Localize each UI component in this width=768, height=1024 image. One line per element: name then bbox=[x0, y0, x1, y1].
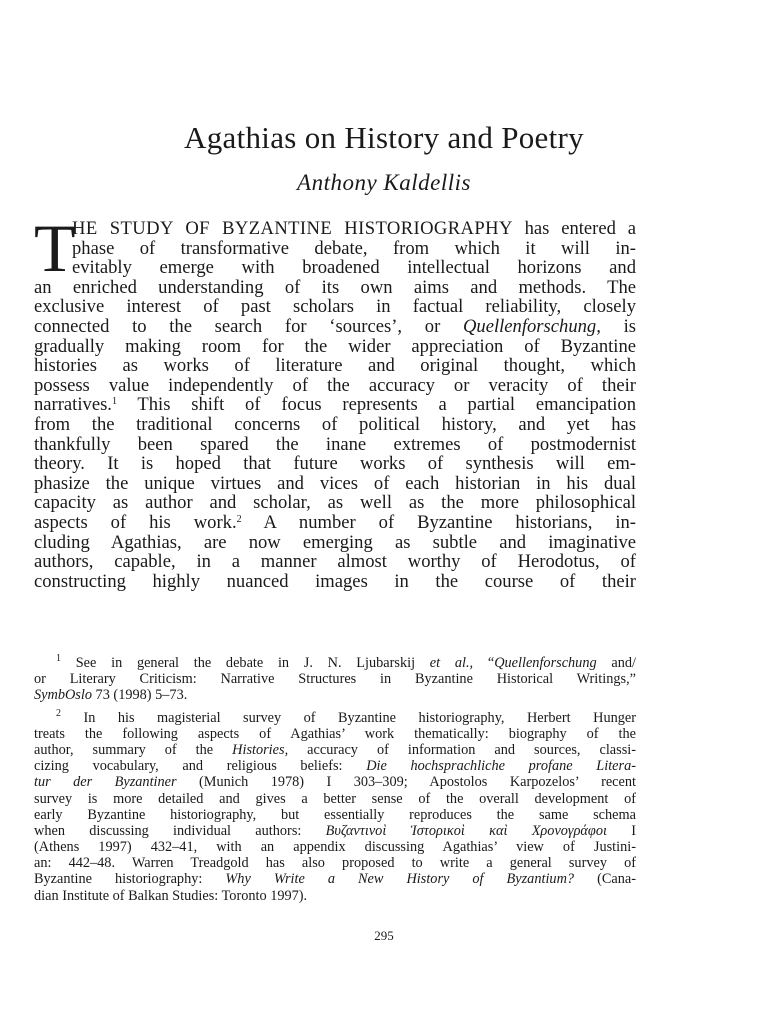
footnote-text: I bbox=[606, 822, 636, 839]
body-line bbox=[34, 552, 636, 572]
italic-text: tur der Byzantiner bbox=[34, 774, 177, 791]
footnote-text: early Byzantine historiography, but essentially reproduces the same schema bbox=[34, 806, 636, 823]
drop-cap: T bbox=[34, 210, 76, 286]
body-line bbox=[34, 513, 636, 533]
line-text: authors, capable, in a manner almost worthy of Herodotus, of bbox=[34, 551, 636, 573]
line-text: phasize the unique virtues and vices of each historian in his dual bbox=[34, 472, 636, 494]
footnote-text: treats the following aspects of Agathias’ work thematically: biography of the bbox=[34, 725, 636, 742]
footnote-ref: 2 bbox=[236, 513, 242, 525]
footnote-text: Byzantine historiography: bbox=[34, 871, 226, 888]
footnote-line bbox=[34, 671, 636, 687]
footnote-line bbox=[34, 687, 636, 703]
article-author: Anthony Kaldellis bbox=[297, 170, 471, 195]
line-text: gradually making room for the wider appreciation of Byzantine bbox=[34, 335, 636, 357]
footnote-text: accuracy of information and sources, classi- bbox=[288, 741, 636, 758]
body-line bbox=[34, 297, 636, 317]
footnote-line bbox=[34, 707, 636, 726]
body-line bbox=[34, 356, 636, 376]
line-text: an enriched understanding of its own aims and methods. The bbox=[34, 276, 636, 298]
italic-text: Quellenforschung bbox=[494, 655, 597, 671]
line-text: constructing highly nuanced images in the course of their bbox=[34, 570, 636, 592]
page-number: 295 bbox=[374, 928, 394, 943]
footnote-text: (Athens 1997) 432–41, with an appendix discussing Agathias’ view of Justini- bbox=[34, 839, 636, 856]
body-line bbox=[34, 395, 636, 415]
footnote-text: dian Institute of Balkan Studies: Toronto 1997). bbox=[34, 887, 308, 904]
body-line bbox=[34, 376, 636, 396]
body-line bbox=[34, 493, 636, 513]
line-text: capacity as author and scholar, as well as the more philosophical bbox=[34, 492, 636, 514]
footnote-line bbox=[34, 823, 636, 839]
line-text: theory. It is hoped that future works of synthesis will em- bbox=[34, 453, 636, 475]
footnote-line bbox=[34, 871, 636, 887]
body-line bbox=[34, 317, 636, 337]
body-line bbox=[34, 239, 636, 259]
line-text: A number of Byzantine historians, in- bbox=[241, 511, 636, 533]
footnote-line bbox=[34, 791, 636, 807]
footnote-text: an: 442–48. Warren Treadgold has also proposed to write a general survey of bbox=[34, 855, 636, 872]
footnote-text: when discussing individual authors: bbox=[34, 822, 326, 839]
small-caps-text: HE STUDY OF BYZANTINE HISTORIOGRAPHY bbox=[72, 218, 513, 239]
body-text bbox=[34, 210, 636, 592]
line-text: histories as works of literature and original thought, which bbox=[34, 355, 636, 377]
italic-text: SymbOslo bbox=[34, 687, 92, 704]
footnote-text: See in general the debate in J. N. Ljubarskij bbox=[61, 655, 430, 671]
body-line bbox=[34, 435, 636, 455]
line-text: This shift of focus represents a partial emancipation bbox=[116, 394, 636, 416]
footnote-line bbox=[34, 758, 636, 774]
line-text: from the traditional concerns of political history, and yet has bbox=[34, 413, 636, 435]
line-text: narratives. bbox=[34, 394, 112, 416]
line-text: has entered a bbox=[512, 218, 636, 239]
line-text: is bbox=[600, 315, 636, 337]
footnote-line bbox=[34, 742, 636, 758]
footnote-line bbox=[34, 655, 636, 671]
line-text: possess value independently of the accuracy or veracity of their bbox=[34, 374, 636, 396]
footnote-text: “ bbox=[473, 655, 495, 671]
italic-term: Quellenforschung, bbox=[462, 315, 601, 337]
footnote-ref: 1 bbox=[111, 396, 117, 408]
line-text: evitably emerge with broadened intellectual horizons and bbox=[72, 257, 636, 279]
footnote-text: (Cana- bbox=[574, 871, 636, 888]
line-text: thankfully been spared the inane extremes of postmodernist bbox=[34, 433, 636, 455]
footnote-line bbox=[34, 726, 636, 742]
footnote-line bbox=[34, 855, 636, 871]
line-text: aspects of his work. bbox=[34, 511, 237, 533]
body-line bbox=[34, 278, 636, 298]
body-line bbox=[34, 572, 636, 592]
footnote-text: or Literary Criticism: Narrative Structures in Byzantine Historical Writings,” bbox=[34, 671, 636, 688]
footnote-text: author, summary of the bbox=[34, 741, 233, 758]
italic-text: Why Write a New History of Byzantium? bbox=[225, 871, 575, 888]
footnote-text: 73 (1998) 5–73. bbox=[91, 687, 188, 704]
footnote-text: survey is more detailed and gives a better sense of the overall development of bbox=[34, 790, 636, 807]
footnote-text: cizing vocabulary, and religious beliefs: bbox=[34, 758, 367, 775]
line-text: connected to the search for ‘sources’, or bbox=[34, 315, 463, 337]
line-text: exclusive interest of past scholars in factual reliability, closely bbox=[34, 296, 636, 318]
footnote-marker: 1 bbox=[56, 653, 61, 664]
article-title: Agathias on History and Poetry bbox=[184, 120, 584, 155]
body-line bbox=[34, 454, 636, 474]
footnote-marker: 2 bbox=[56, 707, 61, 719]
body-line bbox=[34, 533, 636, 553]
italic-text: Die hochsprachliche profane Litera- bbox=[366, 758, 636, 775]
footnote-line bbox=[34, 807, 636, 823]
body-line bbox=[34, 219, 636, 239]
italic-text: Βυζαντινοὶ Ἱστορικοὶ καὶ Χρονογράφοι bbox=[325, 822, 607, 839]
footnote-line bbox=[34, 888, 636, 904]
footnote-line bbox=[34, 839, 636, 855]
footnote-text: In his magisterial survey of Byzantine historiography, Herbert Hunger bbox=[61, 709, 636, 726]
italic-text: Histories, bbox=[232, 741, 289, 758]
footnote-line bbox=[34, 774, 636, 790]
footnote-text: and/ bbox=[596, 655, 636, 671]
body-line bbox=[34, 258, 636, 278]
body-line bbox=[34, 415, 636, 435]
line-text: cluding Agathias, are now emerging as subtle and imaginative bbox=[34, 531, 636, 553]
footnote-text: (Munich 1978) I 303–309; Apostolos Karpozelos’ recent bbox=[176, 774, 636, 791]
body-line bbox=[34, 337, 636, 357]
line-text: phase of transformative debate, from which it will in- bbox=[72, 237, 636, 259]
italic-text: et al., bbox=[429, 655, 474, 671]
body-line bbox=[34, 474, 636, 494]
footnotes bbox=[34, 655, 636, 904]
